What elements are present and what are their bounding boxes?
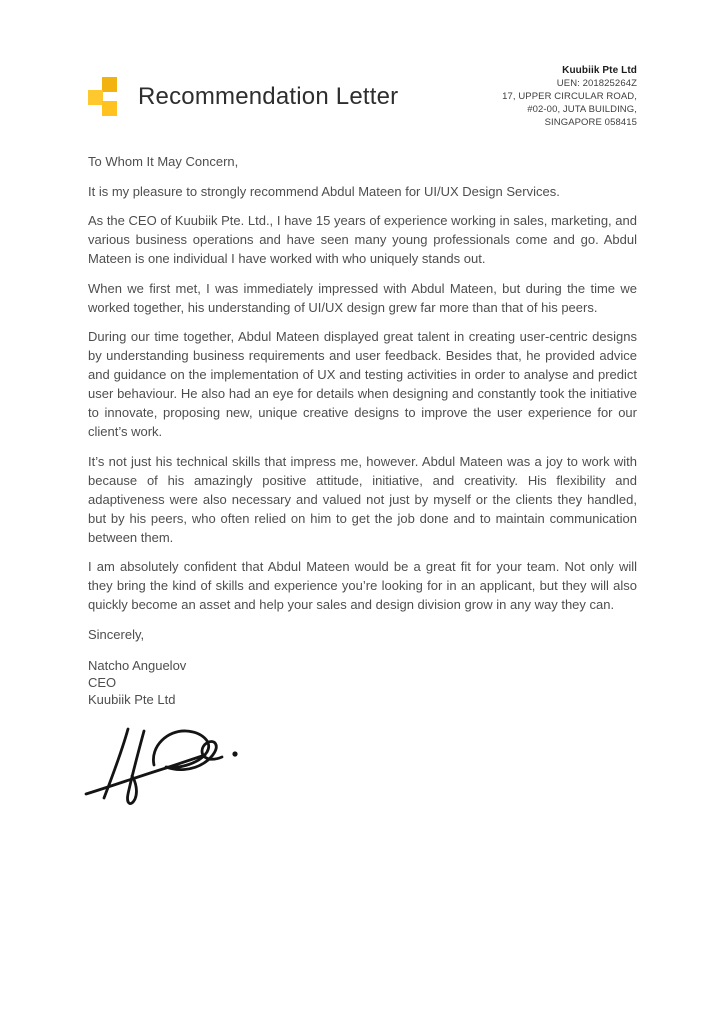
letter-header	[88, 64, 637, 129]
signature-h-stroke-1	[104, 729, 128, 798]
company-address-line2: #02-00, JUTA BUILDING,	[527, 104, 637, 115]
company-info	[502, 64, 637, 129]
body-paragraph: It is my pleasure to strongly recommend Abdul Mateen for UI/UX Design Services.	[88, 183, 560, 199]
signature-loop-stroke	[153, 730, 222, 769]
company-uen: UEN: 201825264Z	[556, 78, 637, 89]
logo-square-top	[102, 77, 117, 92]
body-paragraph: I am absolutely confident that Abdul Mateen would be a great fit for your team. Not only will they bring the kind of skills and experience you’re looking for in an applicant, but they will also quickly become an asset and help your sales and design division grow in any way they can.	[88, 559, 637, 612]
signer-name: Natcho Anguelov	[88, 657, 187, 673]
company-address-line1: 17, UPPER CIRCULAR ROAD,	[502, 91, 637, 102]
logo-square-left	[88, 90, 103, 105]
signature	[82, 718, 257, 810]
closing: Sincerely,	[88, 626, 145, 642]
body-paragraph: When we first met, I was immediately impressed with Abdul Mateen, but during the time we worked together, his understanding of UI/UX design grew far more than that of his peers.	[88, 280, 637, 315]
body-paragraph: It’s not just his technical skills that impress me, however. Abdul Mateen was a joy to work with because of his amazingly positive attitude, initiative, and creativity. His flexibility and adaptiveness were also necessary and valued not just by myself or the clients they handled, but by his peers, who often relied on him to get the job done and to maintain communication between them.	[88, 453, 637, 545]
signature-period-dot	[232, 751, 237, 756]
page-title: Recommendation Letter	[138, 83, 399, 110]
signer-company: Kuubiik Pte Ltd	[88, 691, 176, 707]
logo-square-bottom	[102, 101, 117, 116]
company-name: Kuubiik Pte Ltd	[562, 65, 637, 76]
signature-scribble	[82, 718, 257, 810]
letter-body	[88, 152, 637, 810]
body-paragraph: During our time together, Abdul Mateen displayed great talent in creating user-centric designs by understanding business requirements and user feedback. Besides that, he provided advice and guidance on the implementation of UX and testing activities in order to analyse and predict user behaviour. He also had an eye for details when designing and constantly took the initiative to innovate, proposing new, unique creative designs to improve the user experience for our client’s work.	[88, 329, 637, 439]
kuubiik-logo-icon	[88, 77, 122, 117]
company-address-line3: SINGAPORE 058415	[544, 117, 637, 128]
signature-h-stroke-2	[128, 731, 144, 804]
signer-role: CEO	[88, 674, 117, 690]
signer-block	[88, 657, 637, 708]
brand	[88, 77, 398, 117]
salutation: To Whom It May Concern,	[88, 154, 239, 169]
signature-underline-stroke	[86, 755, 205, 794]
body-paragraph: As the CEO of Kuubiik Pte. Ltd., I have 15 years of experience working in sales, marketing, and various business operations and have seen many young professionals come and go. Abdul Mateen is one individual I have worked with who uniquely stands out.	[88, 213, 637, 266]
